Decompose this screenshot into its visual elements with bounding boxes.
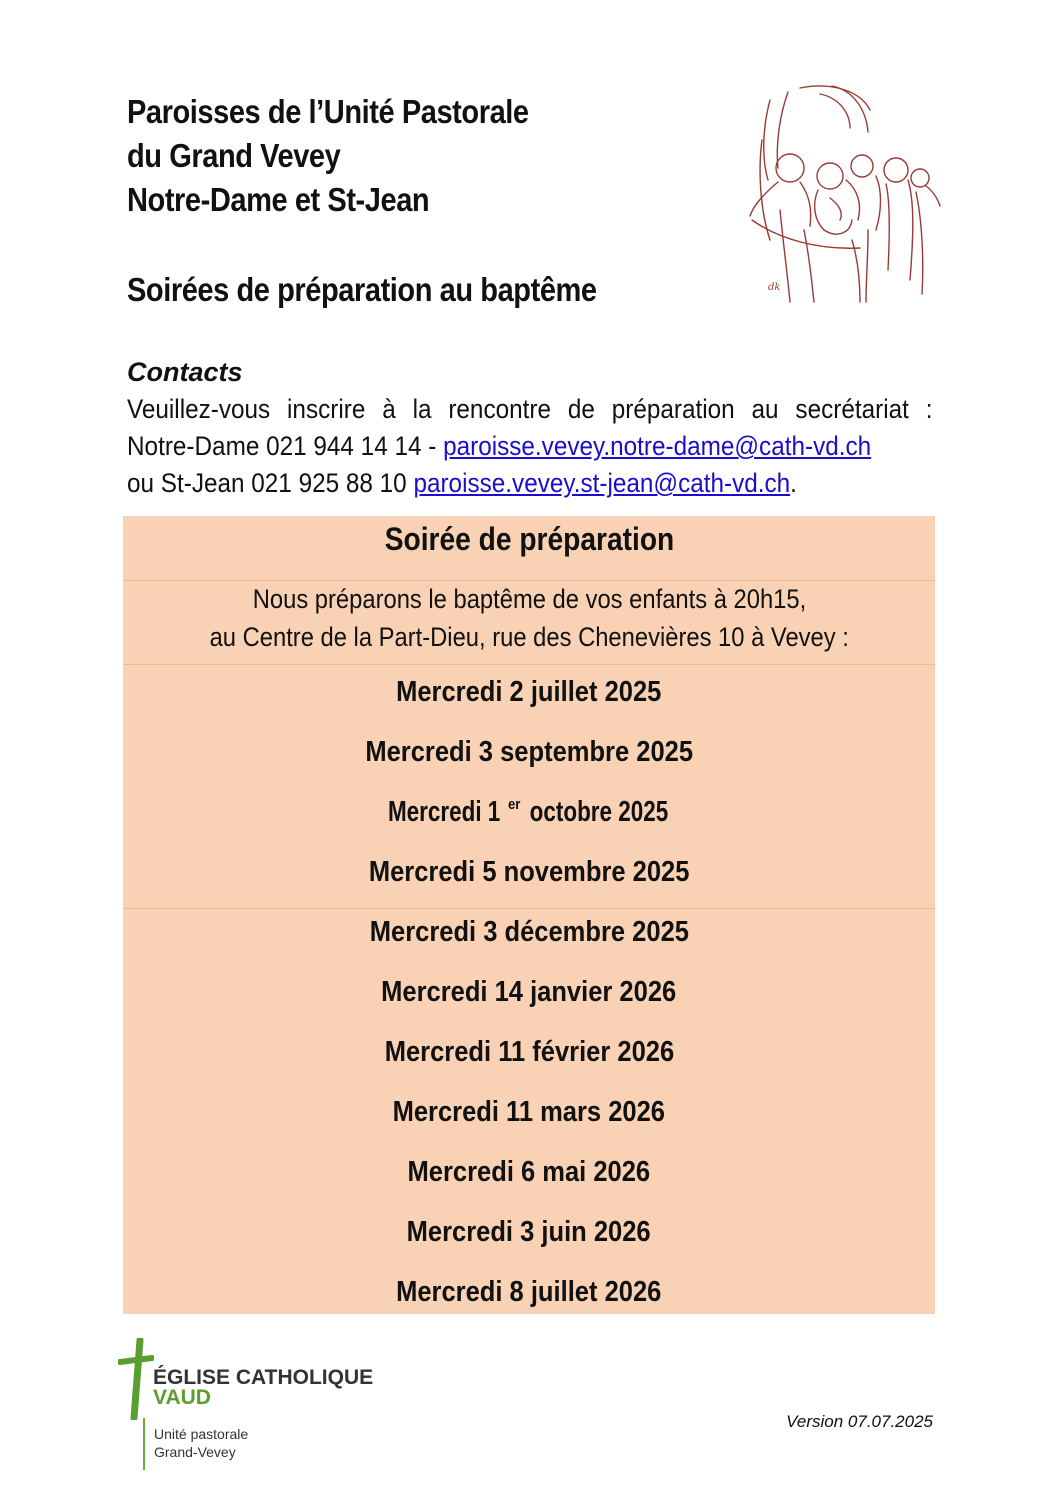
intro-line-2: au Centre de la Part-Dieu, rue des Chenevières 10 à Vevey : [209, 622, 849, 652]
logo-text-line3: Unité pastorale [154, 1426, 249, 1442]
logo-text-line1: ÉGLISE CATHOLIQUE [153, 1366, 374, 1389]
ordinal-suffix: er [507, 796, 521, 813]
intro-word: préparation [611, 394, 735, 424]
schedule-title-text: Soirée de préparation [384, 521, 674, 557]
contact-st-jean [127, 465, 852, 502]
intro-line-1: Nous préparons le baptême de vos enfants à 20h15, [252, 584, 806, 614]
contact-notre-dame [127, 428, 872, 465]
date-text: Mercredi 3 septembre 2025 [365, 736, 693, 768]
illustration-signature: dk [768, 282, 781, 293]
email-link-notre-dame[interactable]: paroisse.vevey.notre-dame@cath-vd.ch [443, 431, 872, 461]
date-text: Mercredi 14 janvier 2026 [381, 976, 677, 1008]
date-text-part: Mercredi 1 [387, 796, 501, 828]
contact-nd-label: Notre-Dame 021 944 14 14 - [127, 431, 444, 461]
title-line-3: Notre-Dame et St-Jean [127, 181, 430, 218]
date-row [123, 1212, 935, 1252]
intro-word: inscrire [287, 394, 366, 424]
date-text: Mercredi 3 juin 2026 [407, 1216, 651, 1248]
date-row [123, 672, 935, 712]
date-row [123, 852, 935, 892]
contacts-intro [127, 391, 933, 428]
date-text: Mercredi 11 mars 2026 [392, 1096, 666, 1128]
intro-word: la [412, 394, 432, 424]
row-divider [123, 908, 935, 909]
schedule-table [123, 516, 935, 1314]
page-title [127, 90, 655, 222]
intro-word: au [751, 394, 779, 424]
date-text: Mercredi 6 mai 2026 [407, 1156, 651, 1188]
date-text: Mercredi 8 juillet 2026 [396, 1276, 662, 1308]
title-line-2: du Grand Vevey [127, 137, 341, 174]
date-row [123, 912, 935, 952]
schedule-intro [123, 580, 935, 656]
family-illustration [740, 80, 945, 308]
contact-sj-label: ou St-Jean 021 925 88 10 [127, 468, 414, 498]
version-label: Version 07.07.2025 [786, 1412, 933, 1431]
contacts-heading: Contacts [127, 357, 243, 387]
date-text [380, 792, 678, 832]
date-text-part: octobre 2025 [529, 796, 669, 828]
intro-word: à [382, 394, 396, 424]
contact-sj-end: . [790, 468, 797, 498]
date-row [123, 792, 935, 832]
eglise-catholique-vaud-logo [118, 1338, 374, 1468]
date-row [123, 732, 935, 772]
logo-text-line2: VAUD [153, 1386, 211, 1409]
date-row [123, 972, 935, 1012]
date-text: Mercredi 11 février 2026 [384, 1036, 674, 1068]
date-row [123, 1272, 935, 1312]
logo-divider [143, 1418, 145, 1470]
intro-word: de [567, 394, 595, 424]
date-text: Mercredi 3 décembre 2025 [369, 916, 689, 948]
intro-word: rencontre [448, 394, 551, 424]
row-divider [123, 664, 935, 665]
intro-word: : [925, 394, 933, 424]
schedule-title [123, 518, 935, 580]
intro-word: secrétariat [795, 394, 909, 424]
contacts-section [127, 354, 933, 502]
subtitle: Soirées de préparation au baptême [127, 271, 597, 308]
intro-word: Veuillez-vous [127, 394, 271, 424]
email-link-st-jean[interactable]: paroisse.vevey.st-jean@cath-vd.ch [413, 468, 791, 498]
logo-text-line4: Grand-Vevey [154, 1444, 236, 1460]
cross-icon [118, 1338, 154, 1420]
title-line-1: Paroisses de l’Unité Pastorale [127, 93, 529, 130]
date-row [123, 1032, 935, 1072]
date-row [123, 1092, 935, 1132]
date-text: Mercredi 5 novembre 2025 [368, 856, 690, 888]
date-row [123, 1152, 935, 1192]
date-text: Mercredi 2 juillet 2025 [396, 676, 662, 708]
